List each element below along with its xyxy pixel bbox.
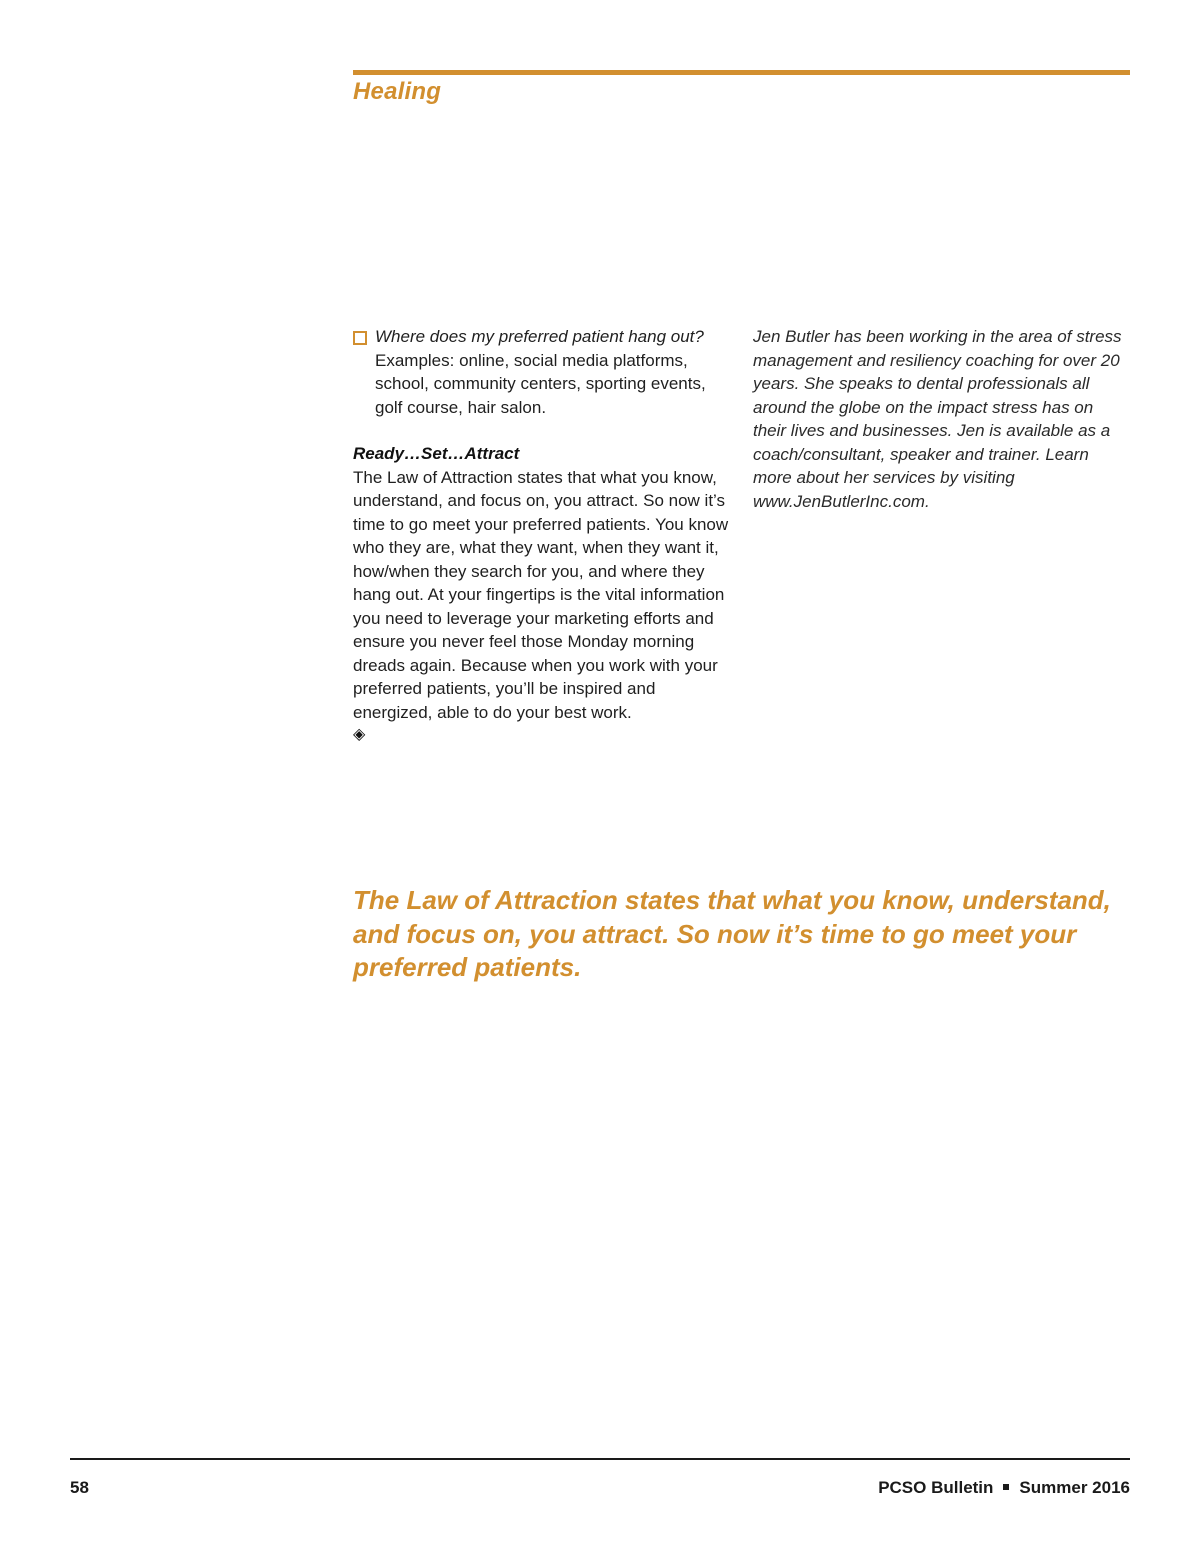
footer-rule [70,1458,1130,1460]
bullet-examples: Examples: online, social media platforms, school, community centers, sporting events, golf course, hair salon. [375,350,706,417]
end-of-article-icon: ◈ [353,726,366,743]
header-rule [353,70,1130,75]
publication-name: PCSO Bulletin [878,1478,994,1497]
bullet-item [353,325,733,419]
body-paragraph: The Law of Attraction states that what you know, understand, and focus on, you attract. So now it’s time to go meet your preferred patients. You know who they are, what they want, when they want it, how/when they search for you, and where they hang out. At your fingertips is the vital information you need to leverage your marketing efforts and ensure you never feel those Monday morning dreads again. Because when you work with your preferred patients, you’ll be inspired and energized, able to do your best work. [353,467,729,722]
bullet-text [375,325,733,419]
bullet-question: Where does my preferred patient hang out? [375,327,704,346]
left-column [353,325,733,746]
pull-quote: The Law of Attraction states that what you know, understand, and focus on, you attract. So now it’s time to go meet your preferred patients. [353,885,1111,982]
page-number: 58 [70,1478,89,1497]
author-bio: Jen Butler has been working in the area of stress management and resiliency coaching for over 20 years. She speaks to dental professionals all around the globe on the impact stress has on their lives and businesses. Jen is available as a coach/consultant, speaker and trainer. Learn more about her services by visiting www.JenButlerInc.com. [753,327,1122,511]
section-title: Healing [353,78,442,105]
checkbox-bullet-icon [353,331,367,345]
publication-info [878,1478,1130,1498]
separator-square-icon [1003,1484,1009,1490]
subheading: Ready…Set…Attract [353,444,520,463]
right-column [753,325,1130,513]
issue-label: Summer 2016 [1019,1478,1130,1497]
